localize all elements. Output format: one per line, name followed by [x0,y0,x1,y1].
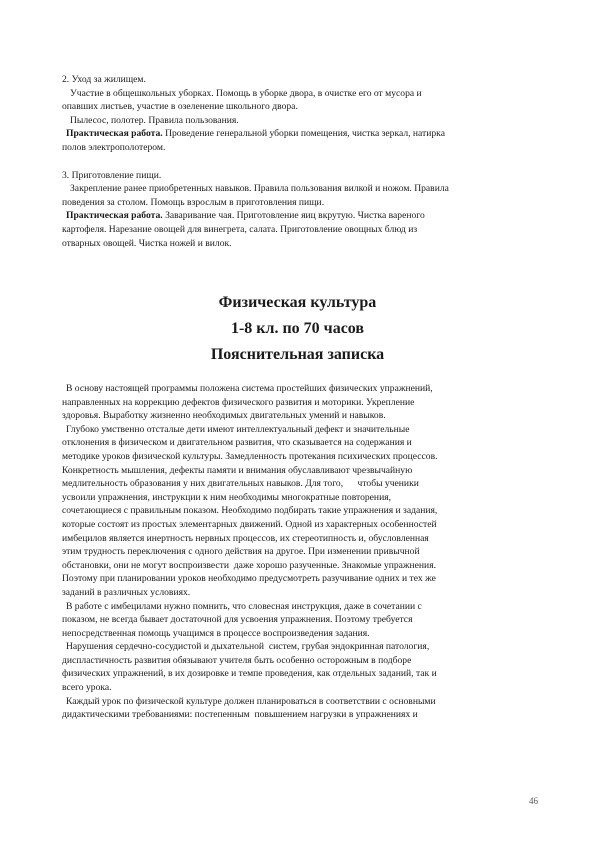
body-line: Поэтому при планировании уроков необходимо предусмотреть разучивание одних и тех же [62,573,436,585]
body-line: усвоили упражнения, инструкции к ним необходимы многократные повторения, [62,491,392,503]
paragraph-line: полов электрополотером. [62,141,166,153]
title-explanatory-note: Пояснительная записка [210,346,385,363]
section-heading-cooking: 3. Приготовление пищи. [62,169,162,181]
practical-work-label: Практическая работа. [66,210,163,222]
title-grades-hours: 1-8 кл. по 70 часов [230,320,365,337]
body-line: дидактическими требованиями: постепенным повышением нагрузки в упражнениях и [62,709,418,721]
body-line: Каждый урок по физической культуре должен планироваться в соответствии с основными [66,695,436,707]
body-line: заданий в различных условиях. [62,586,191,598]
body-line: Глубоко умственно отсталые дети имеют интеллектуальный дефект и значительные [66,423,410,435]
body-line: которые состоят из простых элементарных движений. Одной из характерных особенностей [62,518,437,530]
body-line: В работе с имбецилами нужно помнить, что словесная инструкция, даже в сочетании с [66,600,422,612]
practical-work-label: Практическая работа. [66,128,163,140]
body-line: методике уроков физической культуры. Замедленность протекания психических процессов. [62,450,438,462]
body-line: Нарушения сердечно-сосудистой и дыхательной систем, грубая эндокринная патология, [66,641,430,653]
practical-work-line [62,209,542,223]
body-line: обстановки, они не могут воспроизвести даже хорошо разученные. Знакомые упражнения. [62,559,437,571]
explanatory-note-body [62,382,542,722]
paragraph-line: Участие в общешкольных уборках. Помощь в уборке двора, в очистке его от мусора и [70,87,422,99]
body-line: Конкретность мышления, дефекты памяти и внимания обуславливают чрезвычайную [62,464,413,476]
paragraph-line: картофеля. Нарезание овощей для винегрета, салата. Приготовление овощных блюд из [62,223,418,235]
body-line: отклонения в физическом и двигательном развития, что сказывается на содержания и [62,437,412,449]
body-line: диспластичность развития обязывают учителя быть особенно осторожным в подборе [62,654,412,666]
paragraph-line: опавших листьев, участие в озеленение школьного двора. [62,101,298,113]
paragraph-line: отварных овощей. Чистка ножей и вилок. [62,237,232,249]
body-line: всего урока. [62,682,112,694]
paragraph-line: Закрепление ранее приобретенных навыков. Правила пользования вилкой и ножом. Правила [70,183,449,195]
top-sections [62,73,542,250]
body-line: направленных на коррекцию дефектов физического развития и моторики. Укрепление [62,396,415,408]
body-line: показом, не всегда бывает достаточной для усвоения упражнения. Поэтому требуется [62,614,413,626]
body-line: этим трудность переключения с одного действия на другое. При изменении привычной [62,546,420,558]
section-title [0,290,595,368]
section-heading-home-care: 2. Уход за жилищем. [62,74,146,85]
body-line: имбецилов является инертность нервных процессов, их стереотипность и, обусловленная [62,532,429,544]
practical-work-text: Заваривание чая. Приготовление яиц вкрутую. Чистка вареного [162,210,425,222]
paragraph-line: поведения за столом. Помощь взрослым в приготовления пищи. [62,196,325,208]
page-number: 46 [529,796,538,806]
practical-work-line [62,127,542,141]
body-line: непосредственная помощь учащимся в процессе воспроизведения задания. [62,627,370,639]
body-line: физических упражнений, в их дозировке и темпе проведения, как отдельных заданий, так и [62,668,437,680]
body-line: сочетающиеся с правильным показом. Необходимо подбирать такие упражнения и задания, [62,505,438,517]
body-line: В основу настоящей программы положена система простейших физических упражнений, [66,383,433,394]
practical-work-text: Проведение генеральной уборки помещения, чистка зеркал, натирка [162,128,445,140]
body-line: здоровья. Выработку жизненно необходимых двигательных умений и навыков. [62,410,386,422]
title-subject: Физическая культура [218,294,377,311]
body-line: медлительность образования у них двигательных навыков. Для того, чтобы ученики [62,478,419,490]
paragraph-line: Пылесос, полотер. Правила пользования. [70,114,239,126]
